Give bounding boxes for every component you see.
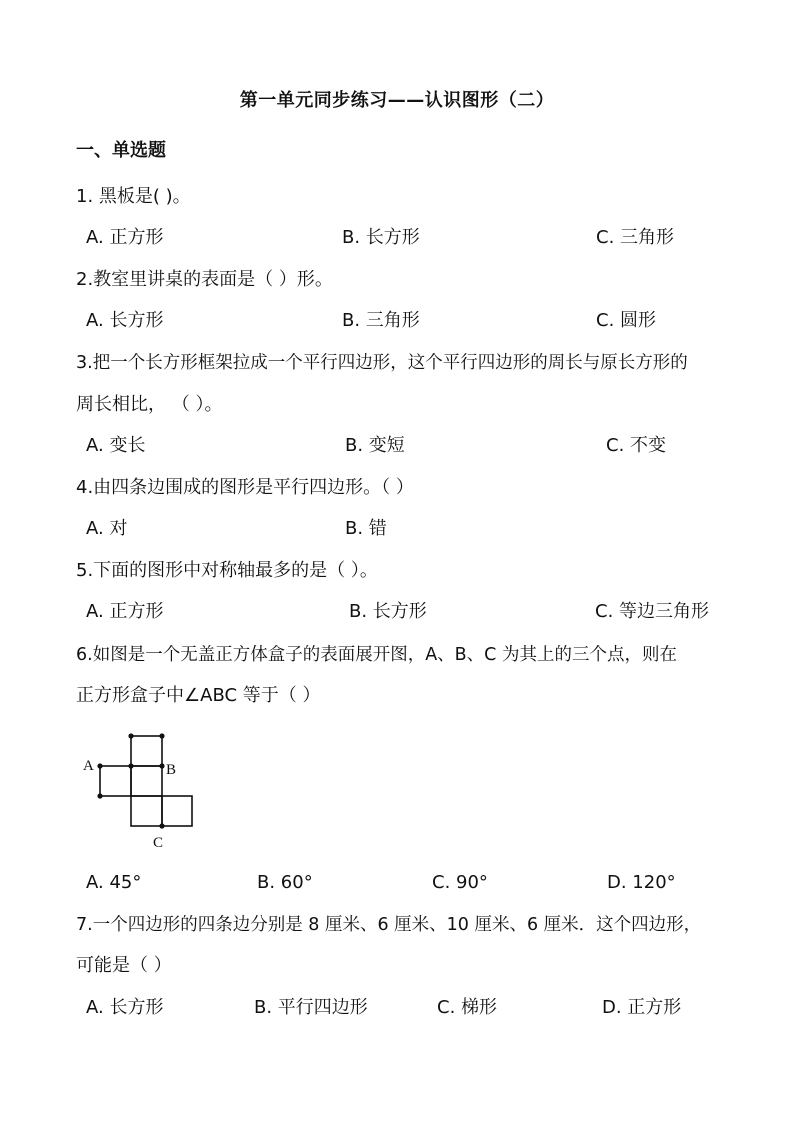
question-3-option-c[interactable]: C. 不变 — [606, 435, 667, 456]
question-5-option-b[interactable]: B. 长方形 — [349, 601, 427, 622]
net-vertex-dot — [97, 793, 102, 798]
point-b-dot — [159, 763, 164, 768]
net-top-square — [131, 736, 162, 766]
page-title: 第一单元同步练习——认识图形（二） — [239, 90, 555, 111]
point-a-label: A — [83, 758, 94, 774]
net-vertex-dot — [128, 733, 133, 738]
question-2-text: 2.教室里讲桌的表面是（ ）形。 — [76, 269, 333, 290]
question-5-option-c[interactable]: C. 等边三角形 — [595, 601, 710, 622]
point-c-dot — [159, 823, 164, 828]
net-bottom-square — [131, 796, 162, 826]
question-7-option-b[interactable]: B. 平行四边形 — [254, 997, 368, 1018]
question-6-option-c[interactable]: C. 90° — [432, 872, 488, 893]
net-right-square — [162, 796, 192, 826]
question-6-text-line-1: 6.如图是一个无盖正方体盒子的表面展开图，A、B、C 为其上的三个点，则在 — [76, 645, 677, 665]
question-7-option-d[interactable]: D. 正方形 — [602, 997, 682, 1018]
question-2-option-b[interactable]: B. 三角形 — [342, 310, 420, 331]
point-b-label: B — [166, 762, 177, 778]
question-1-option-c[interactable]: C. 三角形 — [596, 227, 675, 248]
question-6-option-b[interactable]: B. 60° — [257, 872, 313, 893]
question-3-text-line-1: 3.把一个长方形框架拉成一个平行四边形，这个平行四边形的周长与原长方形的 — [76, 353, 688, 373]
question-3-option-b[interactable]: B. 变短 — [345, 435, 405, 456]
question-3-option-a[interactable]: A. 变长 — [86, 435, 146, 456]
section-heading: 一、单选题 — [76, 140, 166, 161]
point-c-label: C — [153, 835, 164, 851]
cube-net-diagram — [76, 728, 206, 858]
question-1-option-a[interactable]: A. 正方形 — [86, 227, 164, 248]
question-6-text-line-2: 正方形盒子中∠ABC 等于（ ） — [76, 685, 321, 706]
question-1-text: 1. 黑板是( )。 — [76, 186, 191, 207]
question-5-text: 5.下面的图形中对称轴最多的是（ ）。 — [76, 560, 378, 581]
question-7-text-line-2: 可能是（ ） — [76, 955, 172, 976]
point-a-dot — [97, 763, 102, 768]
question-7-text-line-1: 7.一个四边形的四条边分别是 8 厘米、6 厘米、10 厘米、6 厘米．这个四边形， — [76, 915, 702, 935]
net-vertex-dot — [159, 733, 164, 738]
net-center-square — [131, 766, 162, 796]
question-2-option-a[interactable]: A. 长方形 — [86, 310, 164, 331]
question-4-option-a[interactable]: A. 对 — [86, 518, 128, 539]
net-left-square — [100, 766, 131, 796]
question-7-option-a[interactable]: A. 长方形 — [86, 997, 164, 1018]
question-4-text: 4.由四条边围成的图形是平行四边形。（ ） — [76, 477, 414, 498]
question-3-text-line-2: 周长相比， （ ）。 — [76, 394, 223, 415]
question-2-option-c[interactable]: C. 圆形 — [596, 310, 657, 331]
question-5-option-a[interactable]: A. 正方形 — [86, 601, 164, 622]
net-vertex-dot — [128, 763, 133, 768]
question-6-option-d[interactable]: D. 120° — [607, 872, 676, 893]
question-4-option-b[interactable]: B. 错 — [345, 518, 387, 539]
question-7-option-c[interactable]: C. 梯形 — [437, 997, 498, 1018]
cube-net-figure — [76, 728, 206, 858]
question-1-option-b[interactable]: B. 长方形 — [342, 227, 420, 248]
question-6-option-a[interactable]: A. 45° — [86, 872, 142, 893]
